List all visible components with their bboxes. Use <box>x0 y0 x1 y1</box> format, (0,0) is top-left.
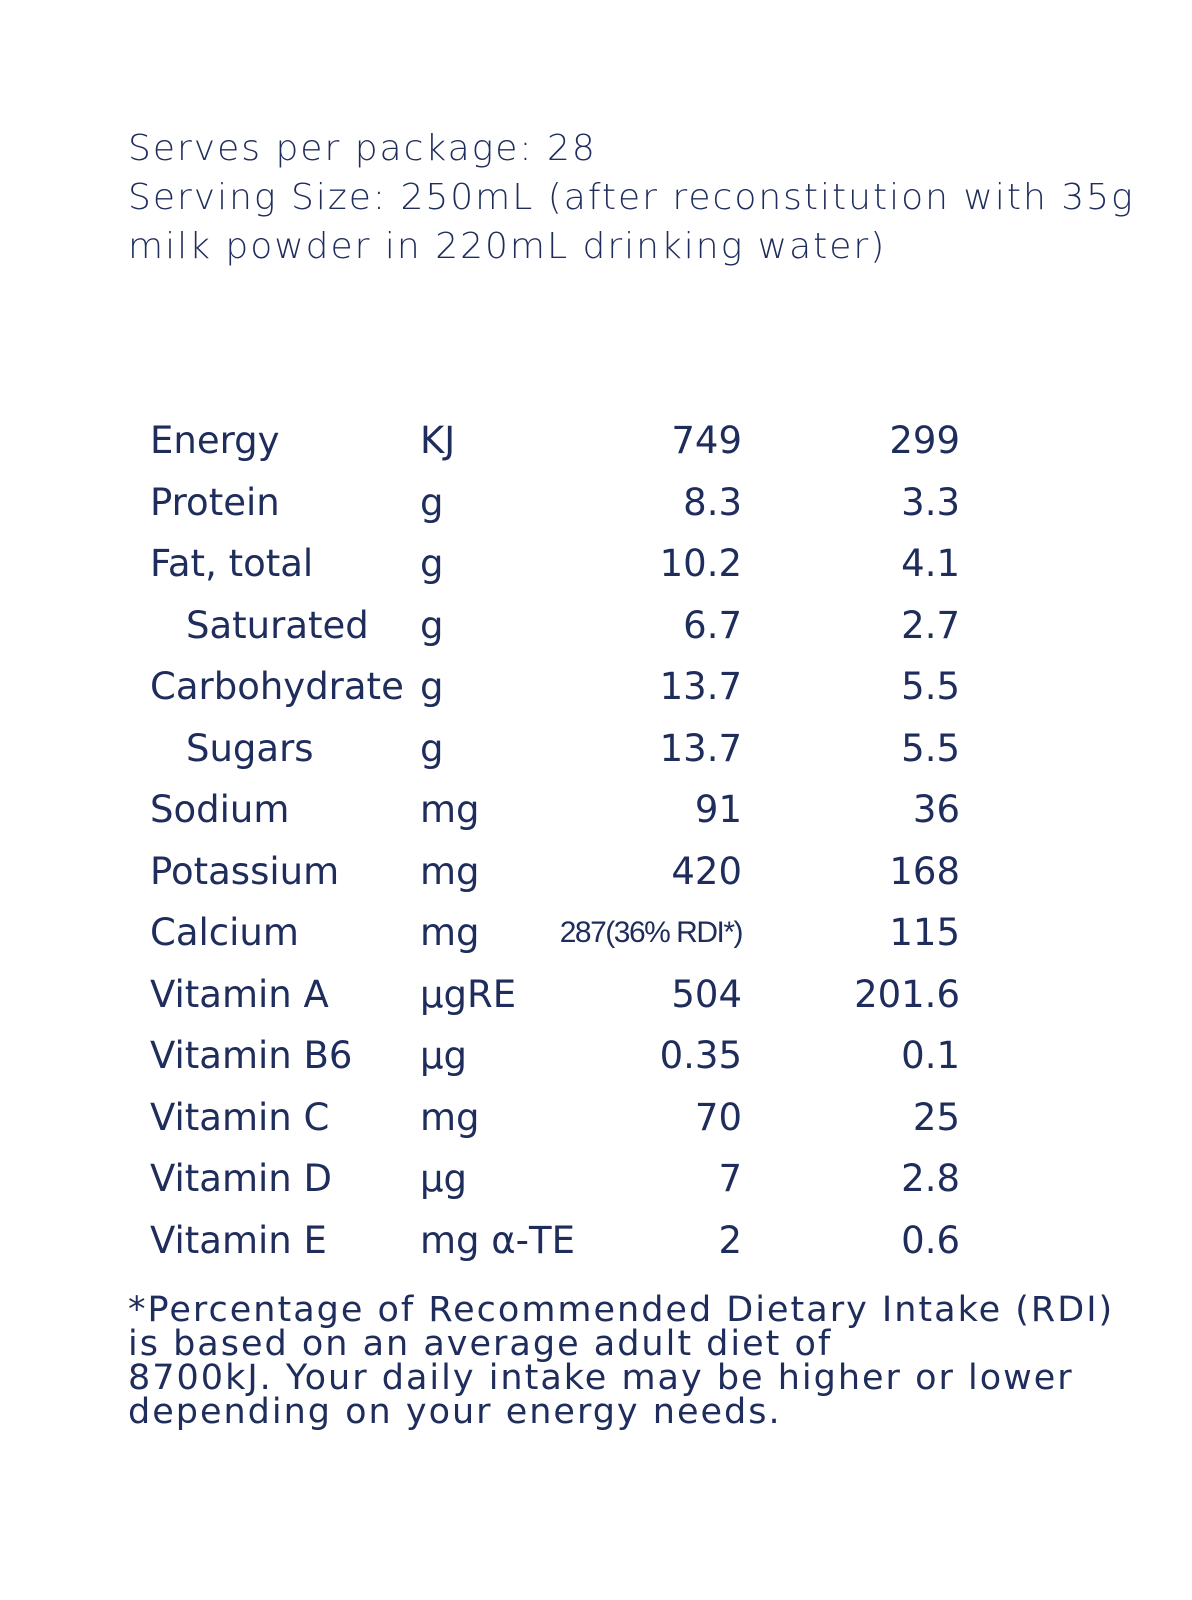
nutrient-unit: µg <box>420 1157 468 1200</box>
nutrient-per-serve: 287(36% RDI*) <box>559 916 742 949</box>
nutrient-per-serve: 0.35 <box>659 1034 742 1077</box>
nutrition-table <box>150 410 1000 1271</box>
nutrient-per-serve: 7 <box>718 1157 742 1200</box>
table-row <box>150 595 1000 657</box>
nutrient-per-serve: 749 <box>671 419 742 462</box>
table-row <box>150 1025 1000 1087</box>
table-row <box>150 1148 1000 1210</box>
nutrient-unit: µg <box>420 1034 468 1077</box>
nutrient-unit: mg <box>420 1095 480 1139</box>
nutrient-name: Vitamin A <box>150 972 329 1016</box>
table-row <box>150 902 1000 964</box>
nutrient-unit: mg <box>420 911 480 954</box>
nutrient-name: Saturated <box>186 603 369 647</box>
nutrient-unit: g <box>420 542 444 585</box>
nutrient-per-100ml: 201.6 <box>854 972 960 1016</box>
nutrient-unit: mg <box>420 788 480 831</box>
nutrient-per-serve: 6.7 <box>683 603 742 647</box>
nutrient-per-100ml: 168 <box>889 849 960 893</box>
table-row <box>150 841 1000 903</box>
nutrient-per-100ml: 2.7 <box>901 603 960 647</box>
nutrient-per-100ml: 0.6 <box>901 1218 960 1262</box>
nutrient-name: Potassium <box>150 849 340 893</box>
table-row <box>150 656 1000 718</box>
table-row <box>150 779 1000 841</box>
nutrient-name: Vitamin D <box>150 1157 332 1200</box>
table-row <box>150 410 1000 472</box>
nutrient-unit: mg α-TE <box>420 1218 576 1262</box>
serving-info <box>128 124 1135 271</box>
nutrient-name: Energy <box>150 419 280 462</box>
nutrient-per-100ml: 3.3 <box>901 480 960 524</box>
nutrient-name: Fat, total <box>150 542 314 585</box>
nutrient-unit: µgRE <box>420 972 517 1016</box>
nutrient-name: Vitamin B6 <box>150 1034 353 1077</box>
nutrient-name: Protein <box>150 480 280 524</box>
nutrient-unit: g <box>420 603 444 647</box>
table-row <box>150 1087 1000 1149</box>
nutrient-name: Carbohydrate <box>150 665 404 708</box>
nutrient-per-100ml: 36 <box>912 788 960 831</box>
nutrient-unit: g <box>420 665 444 708</box>
serves-per-package: Serves per package: 28 <box>128 128 597 169</box>
nutrient-per-serve: 420 <box>671 849 742 893</box>
nutrient-per-serve: 8.3 <box>683 480 742 524</box>
nutrient-name: Vitamin C <box>150 1095 330 1139</box>
table-row <box>150 472 1000 534</box>
table-row <box>150 718 1000 780</box>
nutrient-per-serve: 10.2 <box>659 542 742 585</box>
nutrient-per-100ml: 5.5 <box>901 726 960 770</box>
nutrient-per-serve: 2 <box>718 1218 742 1262</box>
nutrient-per-100ml: 25 <box>912 1095 960 1139</box>
nutrient-per-serve: 13.7 <box>659 726 742 770</box>
nutrient-per-serve: 91 <box>694 788 742 831</box>
table-row <box>150 964 1000 1026</box>
nutrient-per-serve: 70 <box>694 1095 742 1139</box>
serving-size-continued: milk powder in 220mL drinking water) <box>128 226 887 267</box>
table-row <box>150 533 1000 595</box>
nutrient-unit: mg <box>420 849 480 893</box>
nutrient-name: Sodium <box>150 788 290 831</box>
nutrient-per-100ml: 5.5 <box>901 665 960 708</box>
nutrient-per-serve: 504 <box>671 972 742 1016</box>
rdi-footnote: *Percentage of Recommended Dietary Intake (RDI) is based on an average adult diet of 8700kJ. Your daily intake may be higher or lower depending on your energy needs. <box>128 1290 1115 1432</box>
nutrient-per-100ml: 4.1 <box>901 542 960 585</box>
nutrient-per-100ml: 0.1 <box>901 1034 960 1077</box>
nutrient-unit: g <box>420 726 444 770</box>
nutrient-name: Sugars <box>186 726 314 770</box>
nutrient-per-100ml: 299 <box>889 419 960 462</box>
nutrient-per-100ml: 2.8 <box>901 1157 960 1200</box>
nutrient-per-serve: 13.7 <box>659 665 742 708</box>
nutrient-unit: KJ <box>420 419 456 462</box>
nutrient-name: Calcium <box>150 911 299 954</box>
nutrient-per-100ml: 115 <box>889 911 960 954</box>
serving-size: Serving Size: 250mL (after reconstitution with 35g <box>128 177 1135 218</box>
nutrient-unit: g <box>420 480 444 524</box>
table-row <box>150 1210 1000 1272</box>
nutrient-name: Vitamin E <box>150 1218 327 1262</box>
